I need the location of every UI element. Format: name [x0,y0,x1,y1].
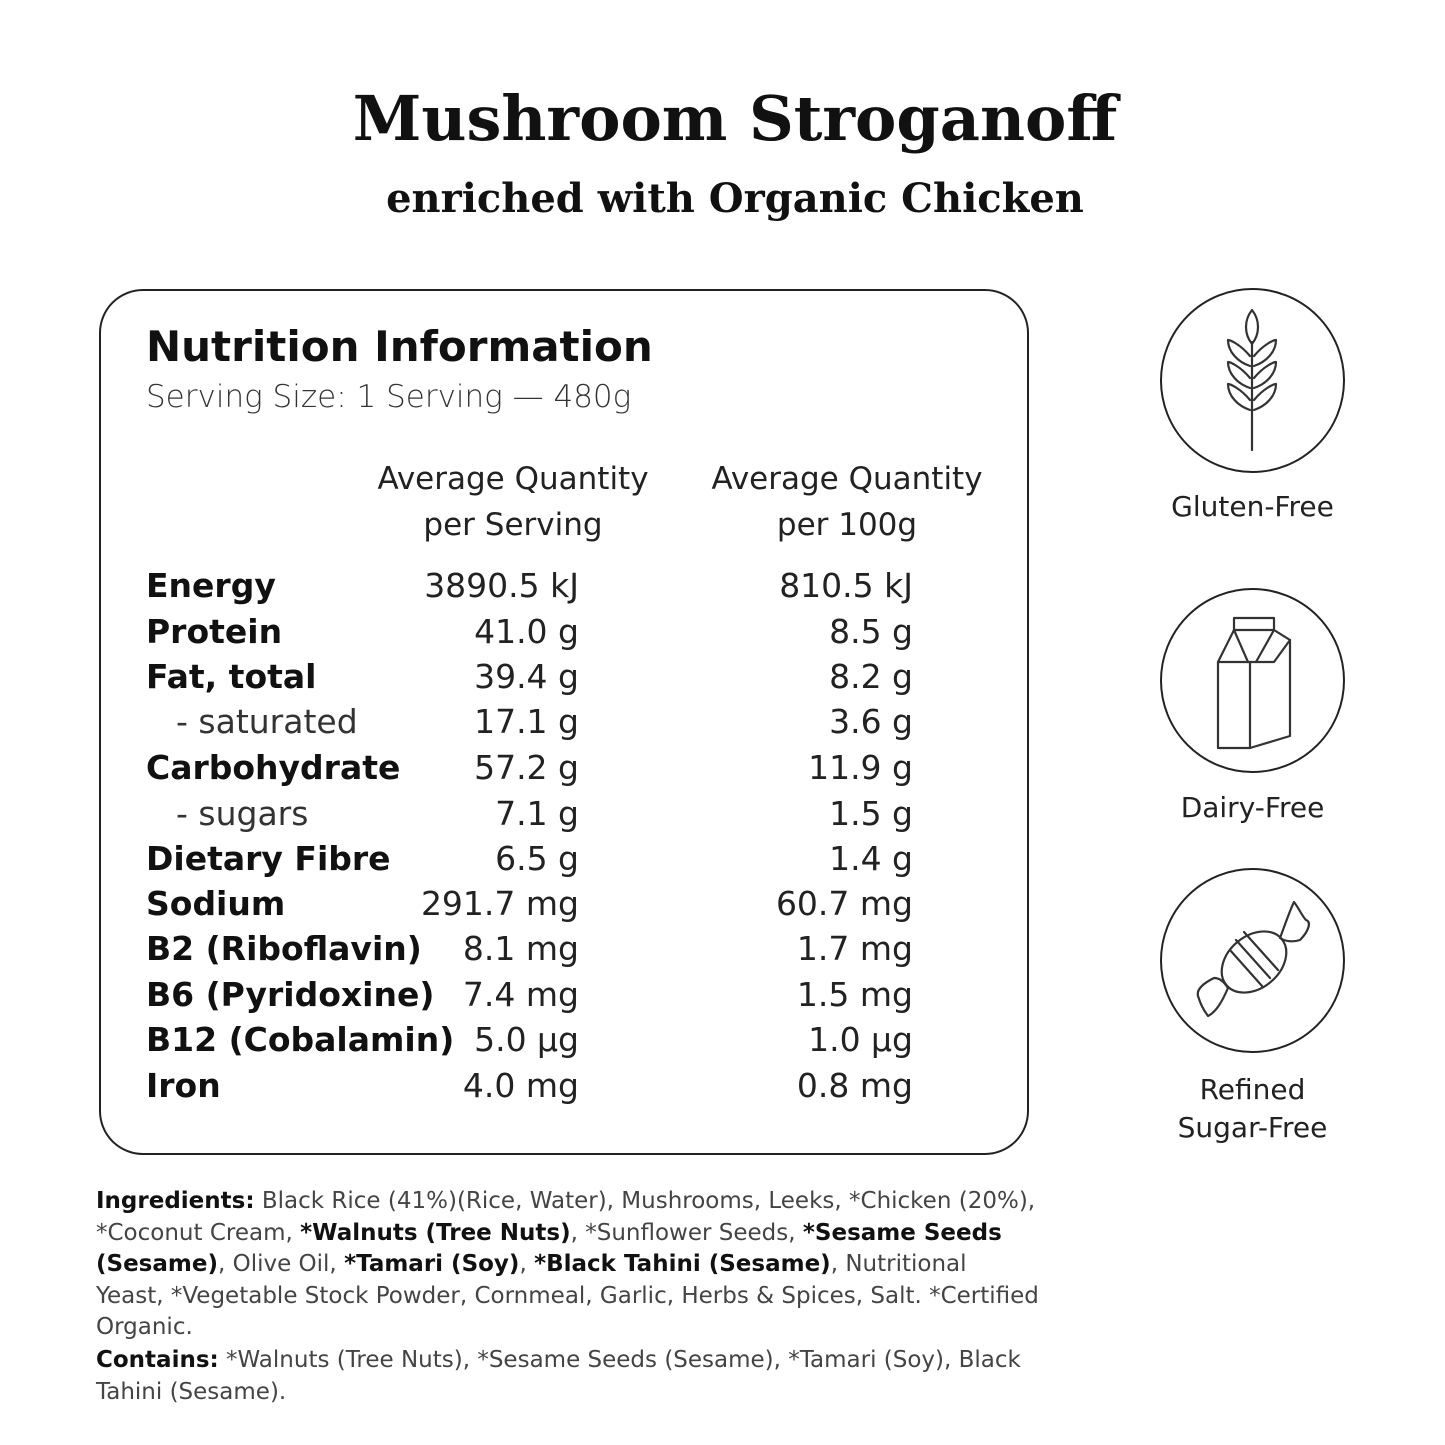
product-subtitle: enriched with Organic Chicken [386,175,1084,222]
contains-text: *Walnuts (Tree Nuts), *Sesame Seeds (Sesame), *Tamari (Soy), Black Tahini (Sesame). [96,1347,1021,1405]
per-serving-value: 4.0 mg [462,1066,579,1105]
column-header-per-100g [694,456,1000,548]
ingredients-text: , *Sunflower Seeds, [570,1219,803,1246]
nutrition-row [0,884,1029,930]
product-title: Mushroom Stroganoff [352,82,1118,155]
per-100g-value: 1.7 mg [796,929,913,968]
column-header-line: Average Quantity [377,461,649,497]
nutrient-label: - sugars [176,794,309,833]
nutrient-label: Sodium [146,884,286,923]
dairy-free-label: Dairy-Free [1180,791,1325,824]
per-serving-value: 6.5 g [495,839,579,878]
dairy-free-badge [1160,588,1345,773]
sugar-free-badge [1160,868,1345,1053]
nutrition-row [0,566,1029,612]
nutrition-row [0,702,1029,748]
nutrition-row [0,1066,1029,1112]
per-100g-value: 1.5 mg [796,975,913,1014]
column-header-line: per Serving [423,507,603,543]
allergen-ingredient: *Tamari (Soy) [344,1251,520,1277]
per-serving-value: 7.4 mg [462,975,579,1014]
per-serving-value: 8.1 mg [462,929,579,968]
per-serving-value: 3890.5 kJ [424,566,579,605]
per-serving-value: 41.0 g [474,612,579,651]
per-100g-value: 3.6 g [829,702,913,741]
per-100g-value: 8.2 g [829,657,913,696]
ingredients-text: , Olive Oil, [217,1251,345,1277]
sugar-free-label-line: Refined [1199,1073,1306,1106]
ingredients-text: , [519,1251,535,1277]
column-header-per-serving [360,456,666,548]
candy-icon [1162,870,1347,1055]
per-100g-value: 810.5 kJ [779,566,913,605]
nutrient-label: Carbohydrate [146,748,401,787]
nutrient-label: Protein [146,612,283,651]
per-serving-value: 7.1 g [495,794,579,833]
serving-size: Serving Size: 1 Serving — 480g [146,379,632,415]
contains-heading: Contains: [96,1347,219,1373]
allergen-ingredient: *Walnuts (Tree Nuts) [300,1219,571,1246]
per-100g-value: 8.5 g [829,612,913,651]
column-header-line: Average Quantity [711,461,983,497]
nutrient-label: Energy [146,566,276,605]
contains-paragraph [96,1345,1041,1408]
per-100g-value: 11.9 g [808,748,913,787]
nutrition-row [0,929,1029,975]
sugar-free-label [1150,1071,1355,1147]
per-serving-value: 291.7 mg [420,884,579,923]
sugar-free-label-line: Sugar-Free [1177,1111,1328,1144]
nutrient-label: Dietary Fibre [146,839,391,878]
nutrient-label: B2 (Riboflavin) [146,929,422,968]
nutrition-row [0,839,1029,885]
column-header-line: per 100g [776,507,918,543]
nutrient-label: Fat, total [146,657,317,696]
per-100g-value: 0.8 mg [796,1066,913,1105]
allergen-ingredient: *Black Tahini (Sesame) [534,1251,831,1277]
nutrition-row [0,975,1029,1021]
per-100g-value: 60.7 mg [775,884,913,923]
nutrition-row [0,612,1029,658]
nutrition-heading: Nutrition Information [146,322,653,371]
per-100g-value: 1.0 µg [808,1020,913,1059]
ingredients-text: , Nutritional Yeast, *Vegetable Stock Powder, Cornmeal, Garlic, Herbs & Spices, Salt. *Certified Organic. [96,1251,1039,1340]
nutrient-label: B6 (Pyridoxine) [146,975,435,1014]
per-serving-value: 17.1 g [474,702,579,741]
nutrition-row [0,657,1029,703]
allergen-ingredient: *Sesame Seeds (Sesame) [96,1219,1002,1277]
nutrition-row [0,748,1029,794]
milk-carton-icon [1162,590,1347,775]
gluten-free-label: Gluten-Free [1171,490,1334,523]
per-serving-value: 57.2 g [474,748,579,787]
nutrient-label: Iron [146,1066,221,1105]
gluten-free-badge [1160,288,1345,473]
nutrition-row [0,794,1029,840]
ingredients-text: Black Rice (41%)(Rice, Water), Mushrooms, Leeks, *Chicken (20%), *Coconut Cream, [96,1188,1036,1246]
nutrient-label: - saturated [176,702,358,741]
per-100g-value: 1.4 g [829,839,913,878]
per-100g-value: 1.5 g [829,794,913,833]
wheat-icon [1162,290,1347,475]
nutrient-label: B12 (Cobalamin) [146,1020,455,1059]
per-serving-value: 39.4 g [474,657,579,696]
nutrition-row [0,1020,1029,1066]
ingredients-paragraph [96,1186,1041,1344]
ingredients-heading: Ingredients: [96,1188,255,1214]
per-serving-value: 5.0 µg [474,1020,579,1059]
